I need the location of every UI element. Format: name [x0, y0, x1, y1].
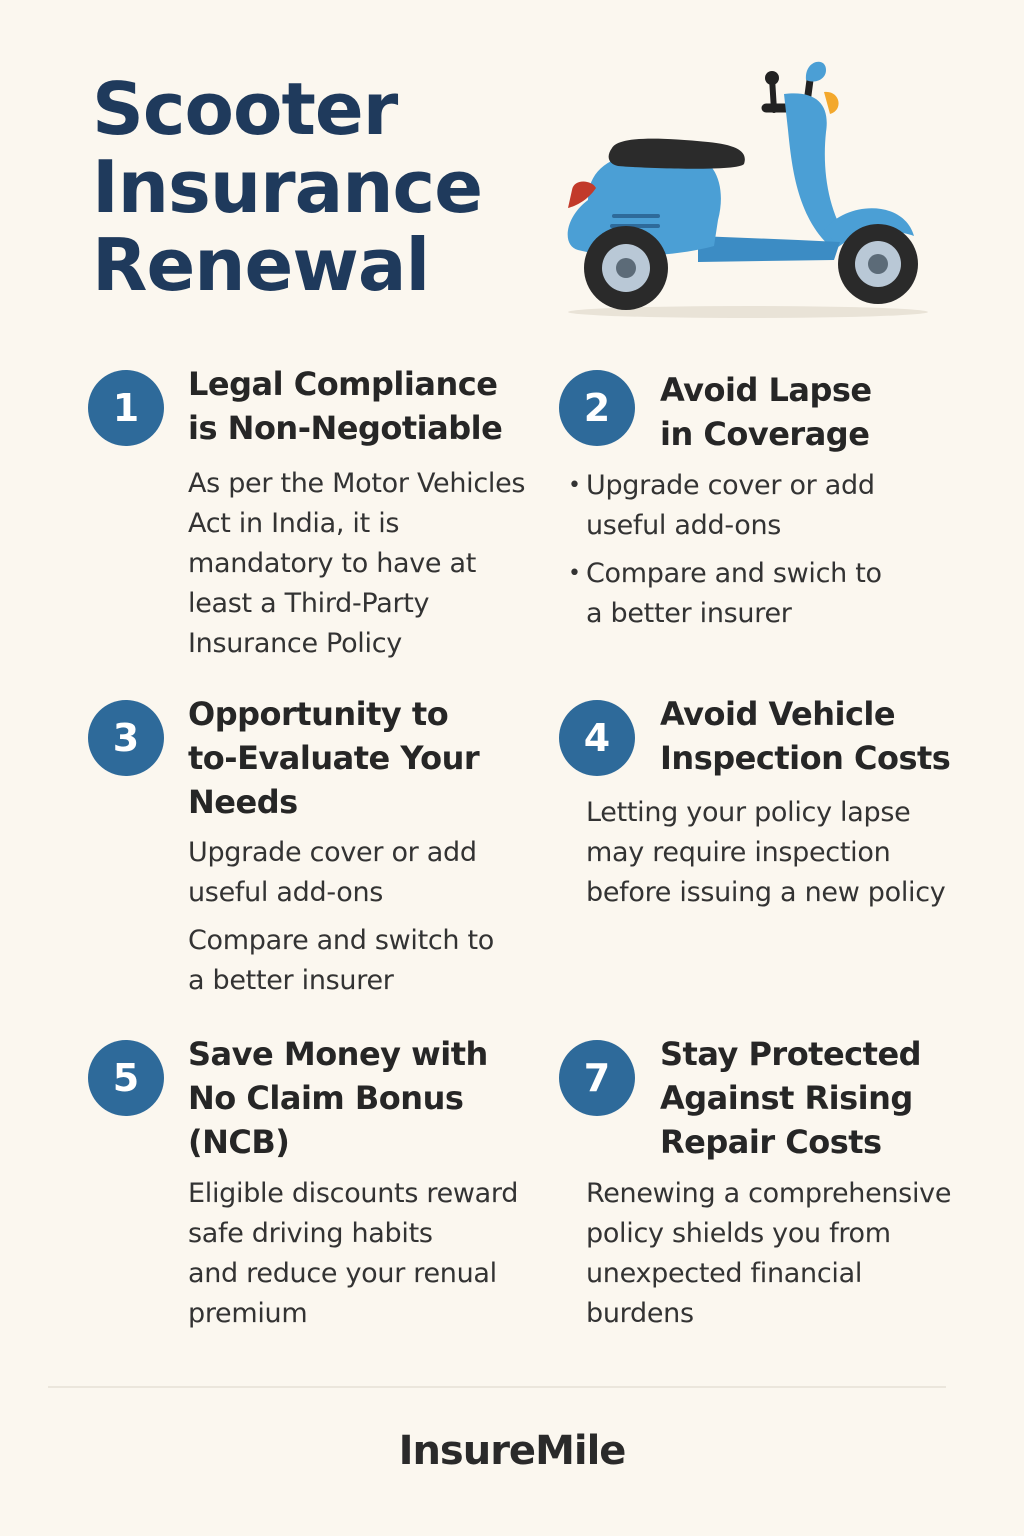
tip-body	[586, 1174, 951, 1334]
bullet-item	[568, 466, 882, 546]
body-line: before issuing a new policy	[586, 877, 946, 908]
body-line: As per the Motor Vehicles	[188, 468, 526, 499]
number-badge: 2	[559, 370, 635, 446]
number-badge: 7	[559, 1040, 635, 1116]
tip-heading	[188, 362, 502, 450]
body-line: premium	[188, 1298, 308, 1329]
heading-line: Save Money with	[188, 1035, 488, 1073]
heading-line: to-Evaluate Your	[188, 739, 480, 777]
body-line: • Upgrade cover or add	[586, 470, 875, 501]
body-line: unexpected financial	[586, 1258, 863, 1289]
body-line: policy shields you from	[586, 1218, 891, 1249]
bullet-item	[568, 554, 882, 634]
body-line: a better insurer	[586, 598, 792, 629]
heading-line: Legal Compliance	[188, 365, 498, 403]
heading-line: Opportunity to	[188, 695, 449, 733]
body-line: Compare and switch to	[188, 925, 495, 956]
title-line: Scooter	[92, 67, 398, 151]
tip-heading	[660, 368, 872, 456]
body-line: mandatory to have at	[188, 548, 477, 579]
page-title	[92, 67, 483, 307]
title-line: Renewal	[92, 223, 430, 307]
number-badge: 5	[88, 1040, 164, 1116]
heading-line: Avoid Lapse	[660, 371, 872, 409]
tip-body	[188, 833, 494, 1001]
body-line: Letting your policy lapse	[586, 797, 911, 828]
tip-body	[188, 464, 525, 664]
body-line: • Compare and swich to	[586, 558, 882, 589]
title-line: Insurance	[92, 145, 483, 229]
body-line: least a Third-Party	[188, 588, 430, 619]
heading-line: (NCB)	[188, 1123, 290, 1161]
body-line: and reduce your renual	[188, 1258, 497, 1289]
heading-line: Against Rising	[660, 1079, 913, 1117]
body-line: Insurance Policy	[188, 628, 402, 659]
heading-line: in Coverage	[660, 415, 870, 453]
body-line: Eligible discounts reward	[188, 1178, 519, 1209]
number-badge: 3	[88, 700, 164, 776]
tip-heading	[660, 1032, 921, 1164]
heading-line: Needs	[188, 783, 298, 821]
scooter-illustration	[548, 50, 938, 330]
heading-line: Inspection Costs	[660, 739, 951, 777]
tip-heading	[660, 692, 950, 780]
heading-line: Stay Protected	[660, 1035, 922, 1073]
number-badge: 4	[559, 700, 635, 776]
body-line: useful add-ons	[586, 510, 782, 541]
body-line: useful add-ons	[188, 877, 384, 908]
number-badge: 1	[88, 370, 164, 446]
body-line: a better insurer	[188, 965, 394, 996]
tip-body	[568, 466, 882, 634]
heading-line: is Non-Negotiable	[188, 409, 503, 447]
tip-heading	[188, 1032, 488, 1164]
body-line: safe driving habits	[188, 1218, 433, 1249]
tip-body	[586, 793, 945, 913]
heading-line: Repair Costs	[660, 1123, 882, 1161]
body-line: Upgrade cover or add	[188, 837, 477, 868]
tip-body	[188, 1174, 518, 1334]
body-line: Act in India, it is	[188, 508, 400, 539]
heading-line: Avoid Vehicle	[660, 695, 896, 733]
body-line: may require inspection	[586, 837, 891, 868]
tip-heading	[188, 692, 479, 824]
heading-line: No Claim Bonus	[188, 1079, 464, 1117]
body-line: burdens	[586, 1298, 694, 1329]
footer-divider	[48, 1386, 946, 1388]
brand-logo: InsureMile	[398, 1428, 626, 1474]
body-line: Renewing a comprehensive	[586, 1178, 952, 1209]
